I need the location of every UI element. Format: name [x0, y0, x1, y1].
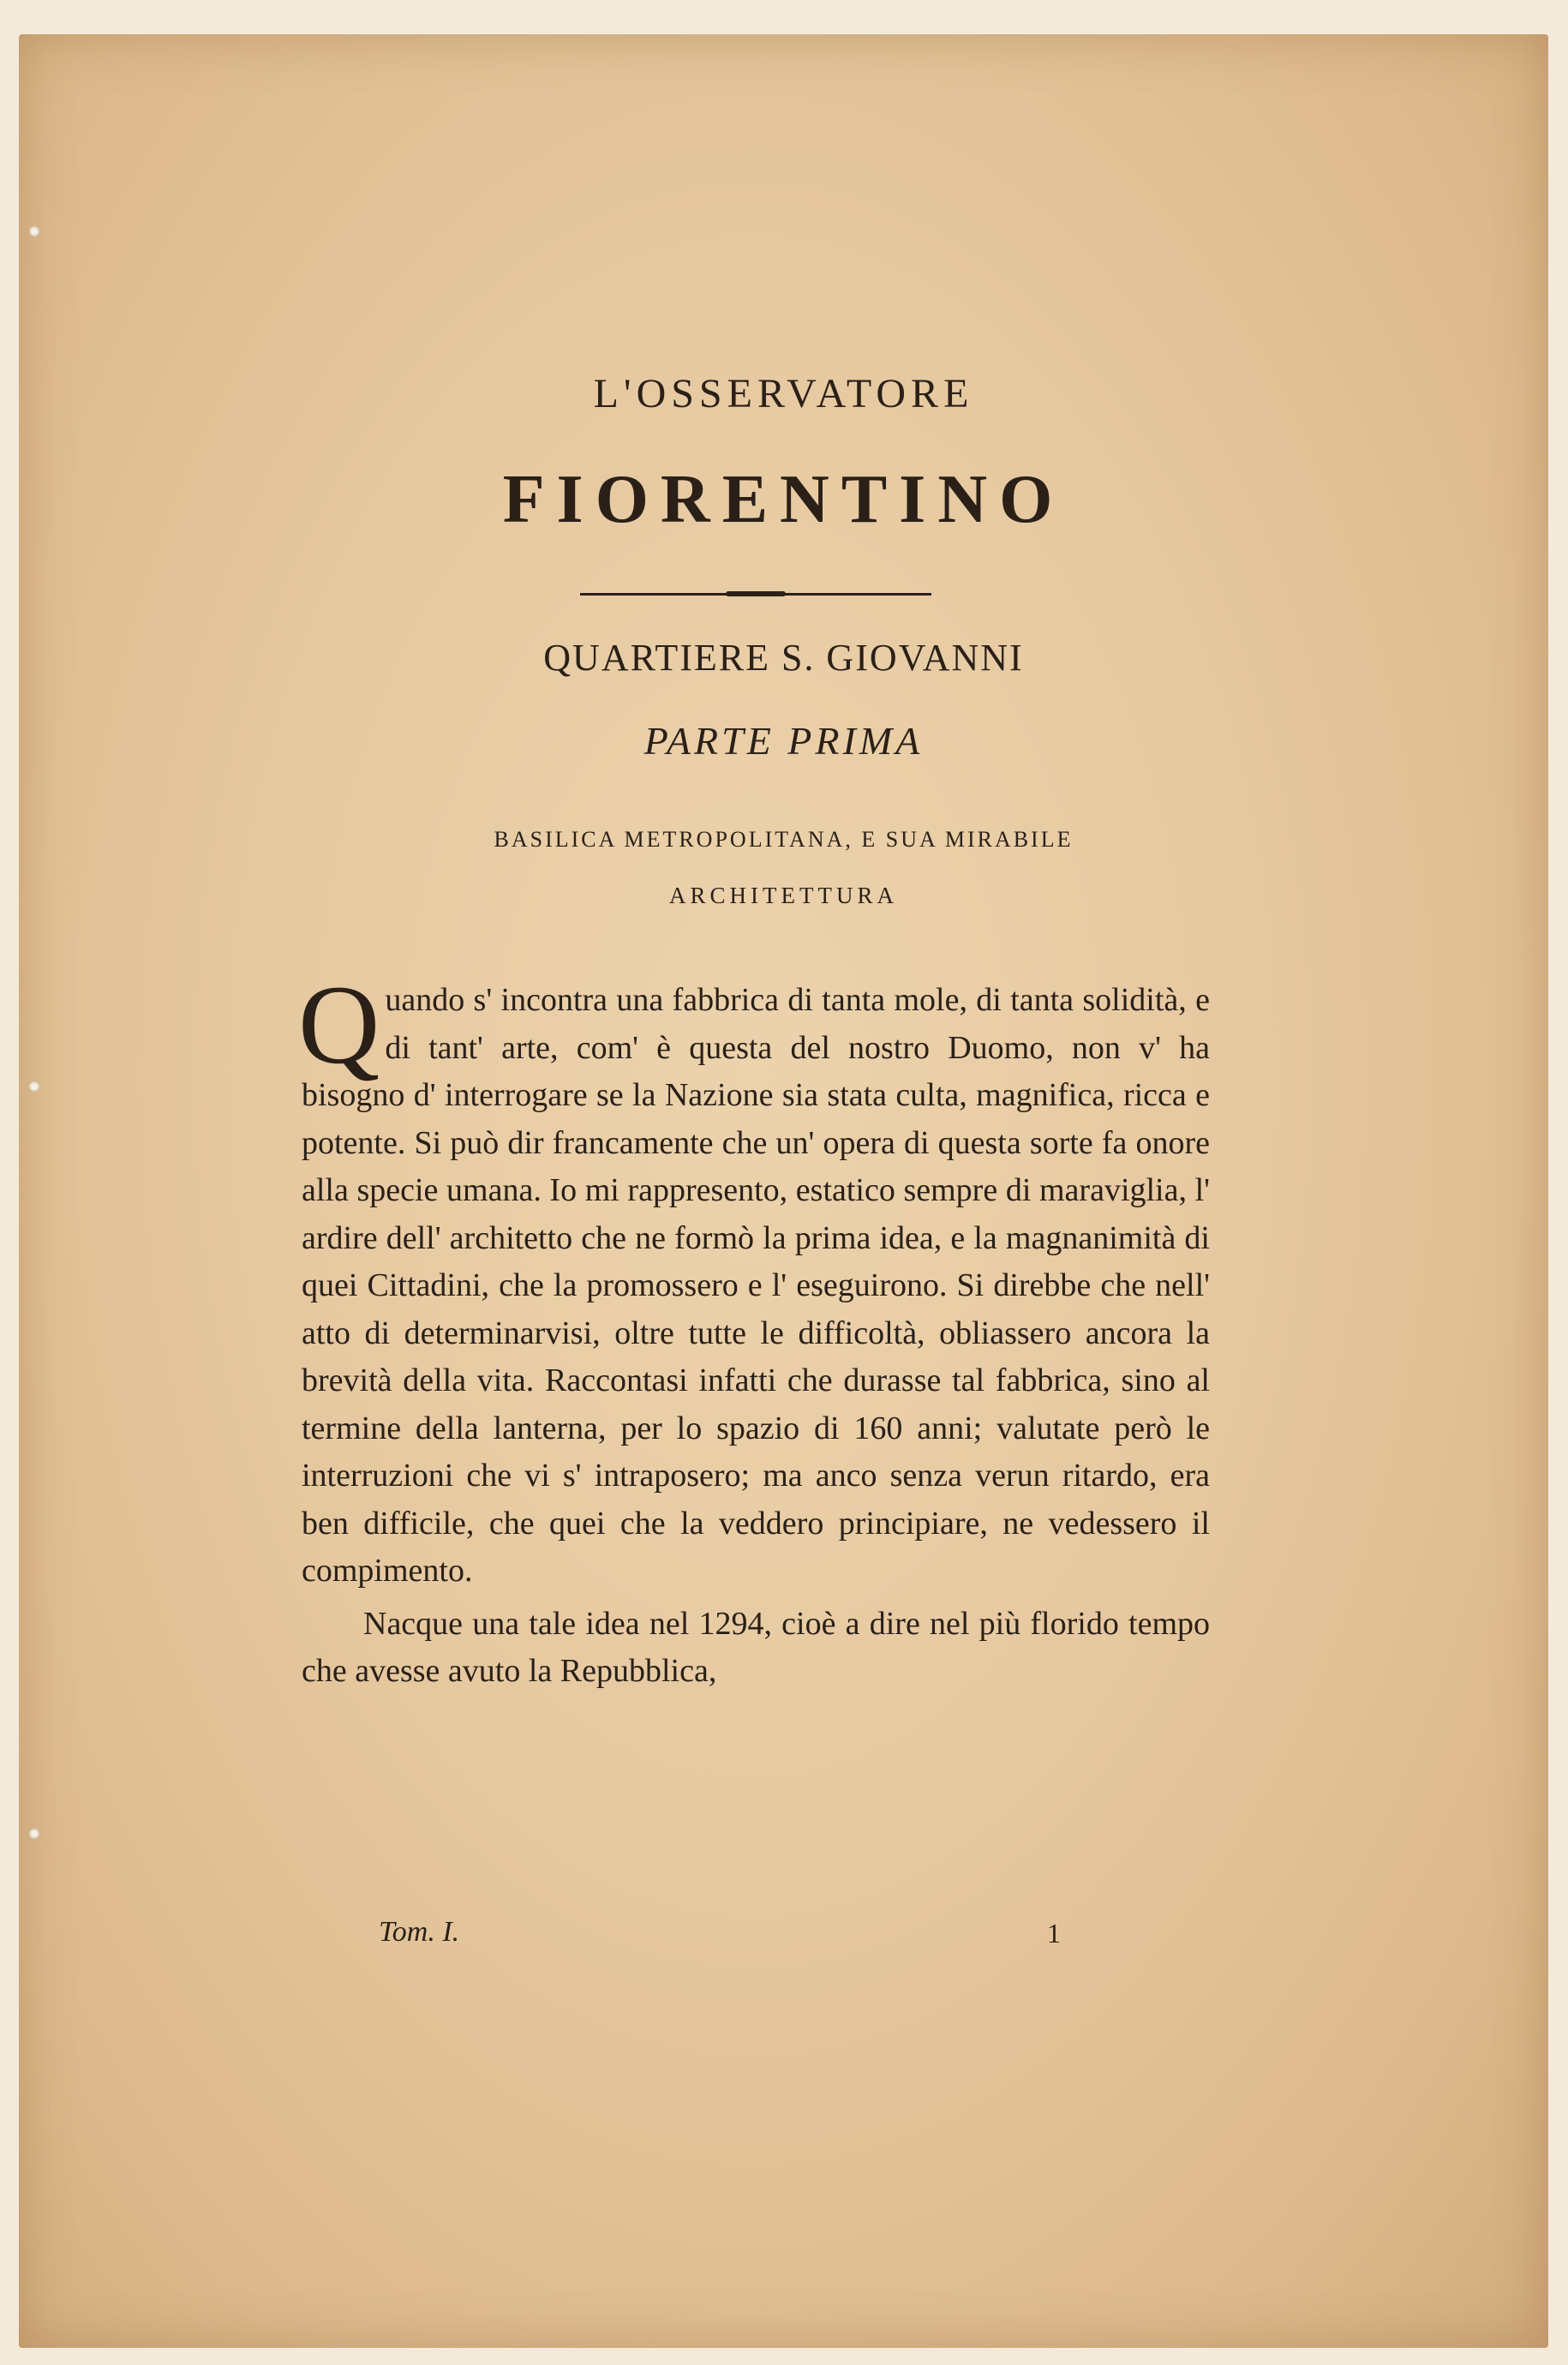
- page-number: 1: [1047, 1918, 1061, 1949]
- drop-cap: Q: [298, 961, 380, 1087]
- section-heading: QUARTIERE S. GIOVANNI: [543, 637, 1024, 679]
- signature-mark: Tom. I.: [379, 1916, 460, 1948]
- chapter-title-line-2: ARCHITETTURA: [669, 883, 898, 908]
- journal-title-line-1: L'OSSERVATORE: [593, 371, 974, 416]
- body-text: [298, 961, 1210, 1696]
- paragraph-text: uando s' incontra una fabbrica di tanta mole, di tanta solidità, e di tant' arte, com' è questa del nostro Duomo, non v' ha bisogno d' interrogare se la Nazione sia stata culta, magnifica, ricca e potente. Si può dir francamente che un' opera di questa sorte fa onore alla specie umana. Io mi rappresento, estatico sempre di maraviglia, l' ardire dell' architetto che ne formò la prima idea, e la magnanimità di quei Cittadini, che la promossero e l' eseguirono. Si direbbe che nell' atto di determinarvisi, oltre tutte le difficoltà, obliassero ancora la brevità della vita. Raccontasi infatti che durasse tal fabbrica, sino al termine della lanterna, per lo spazio di 160 anni; valutate però le interruzioni che vi s' intraposero; ma anco senza verun ritardo, era ben difficile, che quei che la veddero principiare, ne vedessero il compimento.: [302, 982, 1210, 1589]
- paragraph: Nacque una tale idea nel 1294, cioè a dire nel più florido tempo che avesse avuto la Repubblica,: [302, 1605, 1210, 1689]
- part-heading: PARTE PRIMA: [643, 719, 924, 763]
- journal-title-line-2: FIORENTINO: [502, 462, 1065, 537]
- binding-hole: [29, 1081, 39, 1092]
- binding-hole: [29, 226, 39, 236]
- paragraph: [298, 961, 1210, 1596]
- book-page: [19, 34, 1548, 2348]
- binding-hole: [29, 1829, 39, 1839]
- title-divider-rule: [580, 593, 931, 596]
- chapter-title-line-1: BASILICA METROPOLITANA, E SUA MIRABILE: [494, 827, 1074, 852]
